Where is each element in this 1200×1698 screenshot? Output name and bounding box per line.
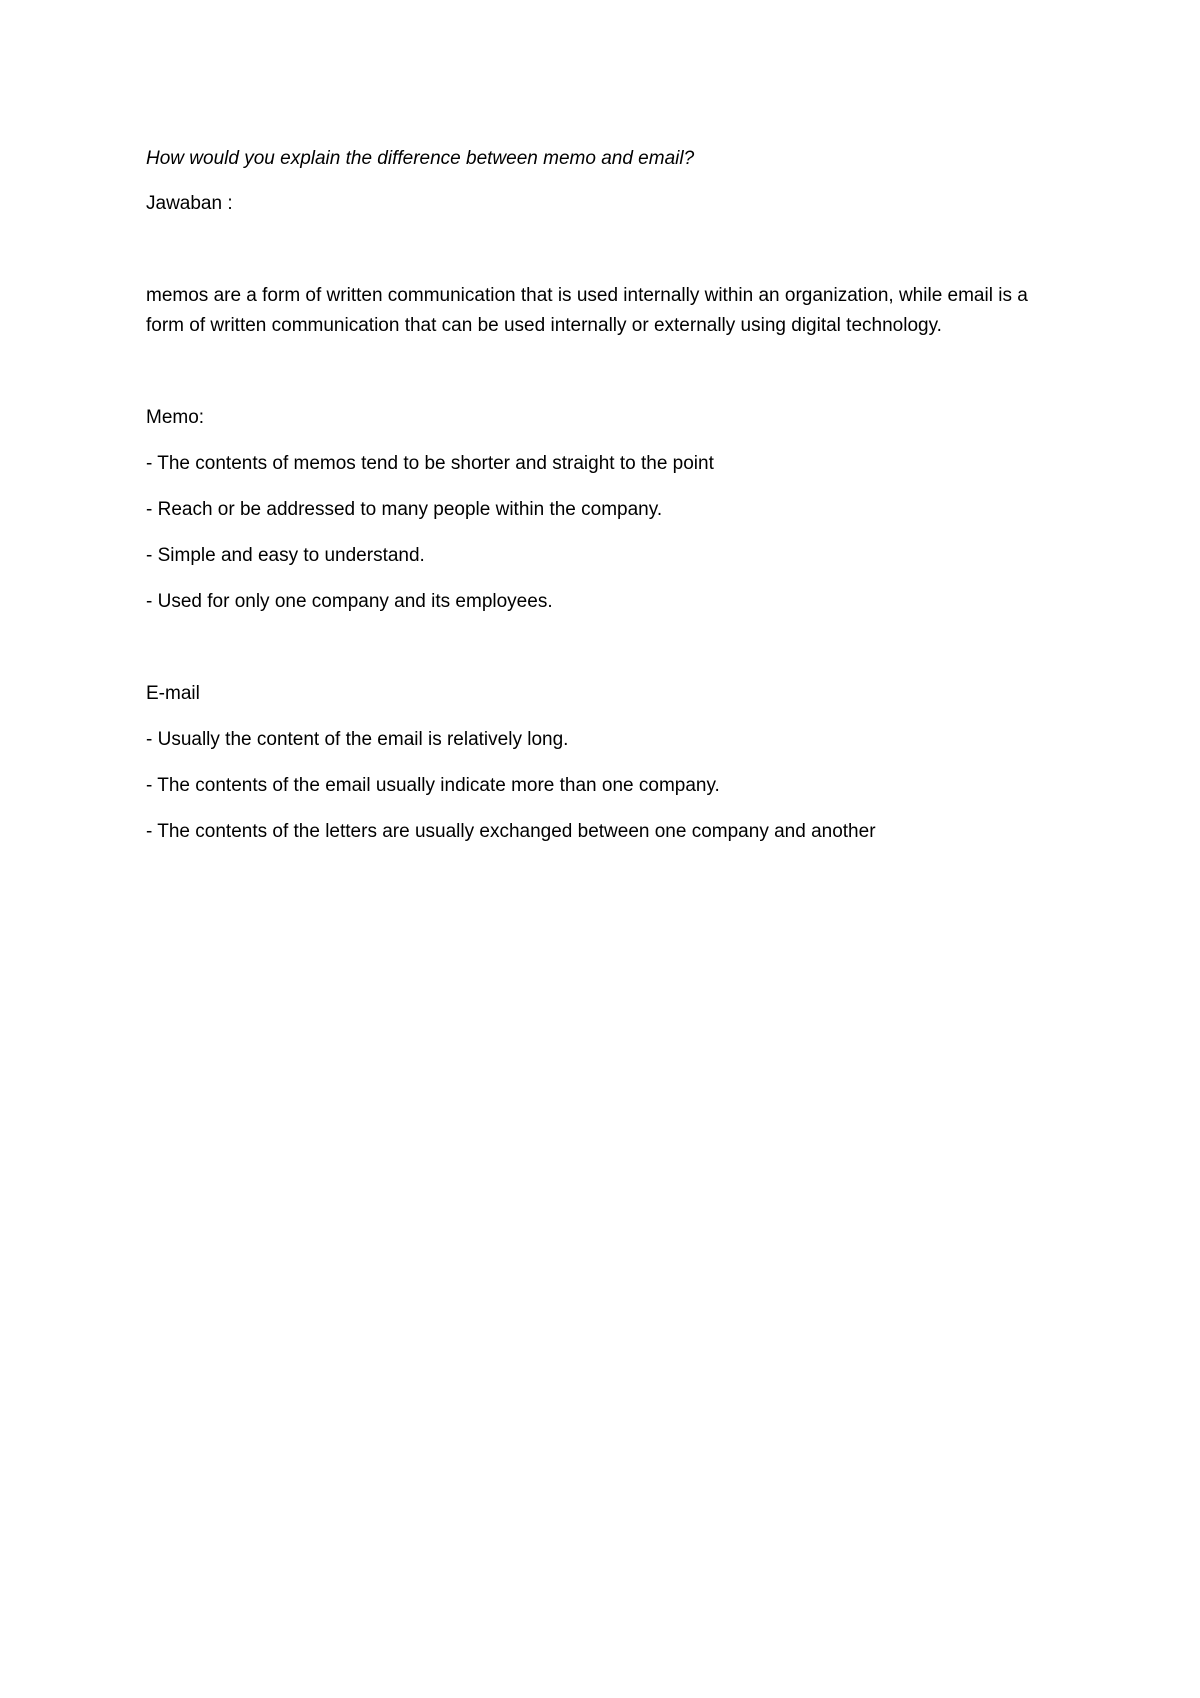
email-heading: E-mail	[146, 683, 200, 704]
question-text: How would you explain the difference between memo and email?	[146, 148, 695, 169]
email-section	[146, 679, 1046, 847]
memo-points-list	[146, 449, 1046, 617]
memo-point: - Reach or be addressed to many people within the company.	[146, 499, 663, 520]
memo-heading: Memo:	[146, 407, 205, 428]
email-points-list	[146, 725, 1046, 847]
memo-point: - Used for only one company and its employees.	[146, 591, 553, 612]
document-body	[146, 144, 1046, 847]
answer-label: Jawaban :	[146, 193, 233, 214]
memo-point: - Simple and easy to understand.	[146, 545, 425, 566]
email-point: - The contents of the letters are usually exchanged between one company and another	[146, 821, 876, 842]
email-point: - Usually the content of the email is relatively long.	[146, 729, 569, 750]
memo-point: - The contents of memos tend to be shorter and straight to the point	[146, 453, 714, 474]
email-point: - The contents of the email usually indicate more than one company.	[146, 775, 720, 796]
memo-section	[146, 403, 1046, 617]
answer-paragraph: memos are a form of written communication that is used internally within an organization, while email is a form of written communication that can be used internally or externally using digital technology.	[146, 285, 1028, 336]
